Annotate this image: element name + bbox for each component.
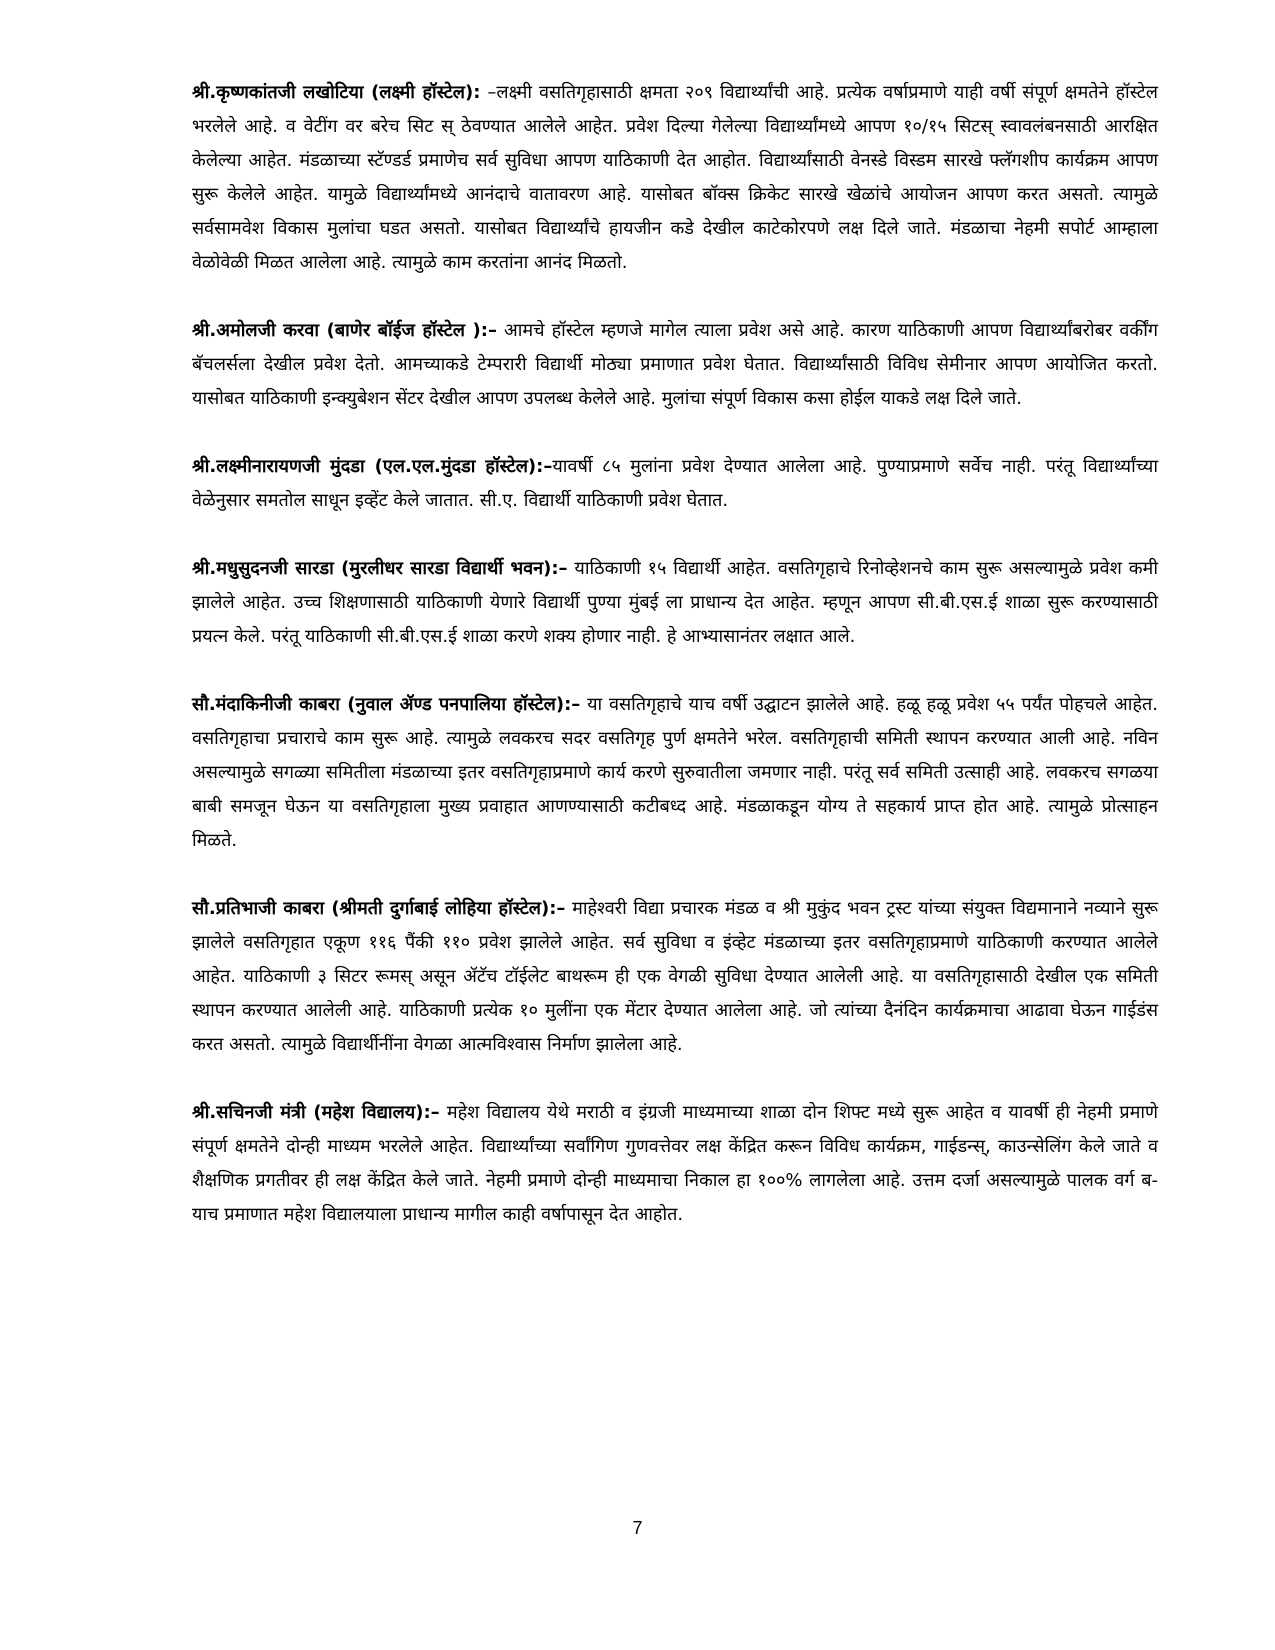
paragraph-text: माहेश्वरी विद्या प्रचारक मंडळ व श्री मुकुंद भवन ट्रस्ट यांच्या संयुक्त विद्यमानाने नव्याने सुरू झालेले वसतिगृहात एकूण ११६ पैंकी ११० प्रवेश झालेले आहेत. सर्व सुविधा व इंव्हेट मंडळाच्या इतर वसतिगृहाप्रमाणे याठिकाणी करण्यात आलेले आहेत. याठिकाणी ३ सिटर रूमस् असून ॲटॅच टॉईलेट बाथरूम ही एक वेगळी सुविधा देण्यात आलेली आहे. या वसतिगृहासाठी देखील एक समिती स्थापन करण्यात आलेली आहे. याठिकाणी प्रत्येक १० मुलींना एक मेंटार देण्यात आलेला आहे. जो त्यांच्या दैनंदिन कार्यक्रमाचा आढावा घेऊन गाईडंस करत असतो. त्यामुळे विद्यार्थीनींना वेगळा आत्मविश्वास निर्माण झालेला आहे. — [192, 898, 1158, 1055]
speaker-name: सौ.प्रतिभाजी काबरा (श्रीमती दुर्गाबाई लोहिया हॉस्टेल):– — [192, 898, 566, 919]
paragraph-mantri — [192, 1096, 1158, 1232]
speaker-name: श्री.कृष्णकांतजी लखोटिया (लक्ष्मी हॉस्टेल): — [192, 82, 481, 103]
paragraph-karwa — [192, 314, 1158, 416]
speaker-name: श्री.मधुसुदनजी सारडा (मुरलीधर सारडा विद्यार्थी भवन):– — [192, 558, 568, 579]
paragraph-text: आमचे हॉस्टेल म्हणजे मागेल त्याला प्रवेश असे आहे. कारण याठिकाणी आपण विद्यार्थ्यांबरोबर वर्कींग बॅचलर्सला देखील प्रवेश देतो. आमच्याकडे टेम्परारी विद्यार्थी मोठ्या प्रमाणात प्रवेश घेतात. विद्यार्थ्यांसाठी विविध सेमीनार आपण आयोजित करतो. यासोबत याठिकाणी इन्क्युबेशन सेंटर देखील आपण उपलब्ध केलेले आहे. मुलांचा संपूर्ण विकास कसा होईल याकडे लक्ष दिले जाते. — [192, 320, 1158, 409]
page-number: 7 — [632, 1518, 643, 1538]
paragraph-sarda — [192, 552, 1158, 654]
paragraph-text: –लक्ष्मी वसतिगृहासाठी क्षमता २०९ विद्यार्थ्यांची आहे. प्रत्येक वर्षाप्रमाणे याही वर्षी संपूर्ण क्षमतेने हॉस्टेल भरलेले आहे. व वेटींग वर बरेच सिट स् ठेवण्यात आलेले आहेत. प्रवेश दिल्या गेलेल्या विद्यार्थ्यांमध्ये आपण १०/१५ सिटस् स्वावलंबनसाठी आरक्षित केलेल्या आहेत. मंडळाच्या स्टॅण्डर्ड प्रमाणेच सर्व सुविधा आपण याठिकाणी देत आहोत. विद्यार्थ्यांसाठी वेनस्डे विस्डम सारखे फ्लॅगशीप कार्यक्रम आपण सुरू केलेले आहेत. यामुळे विद्यार्थ्यांमध्ये आनंदाचे वातावरण आहे. यासोबत बॉक्स क्रिकेट सारखे खेळांचे आयोजन आपण करत असतो. त्यामुळे सर्वसामवेश विकास मुलांचा घडत असतो. यासोबत विद्यार्थ्यांचे हायजीन कडे देखील काटेकोरपणे लक्ष दिले जाते. मंडळाचा नेहमी सपोर्ट आम्हाला वेळोवेळी मिळत आलेला आहे. त्यामुळे काम करतांना आनंद मिळतो. — [192, 82, 1158, 273]
speaker-name: सौ.मंदाकिनीजी काबरा (नुवाल ॲण्ड पनपालिया हॉस्टेल):– — [192, 694, 581, 715]
paragraph-lakhotiya — [192, 76, 1158, 280]
paragraph-pratibha-kabra — [192, 892, 1158, 1062]
speaker-name: श्री.सचिनजी मंत्री (महेश विद्यालय):– — [192, 1102, 440, 1123]
paragraph-text: यावर्षी ८५ मुलांना प्रवेश देण्यात आलेला आहे. पुण्याप्रमाणे सर्वेच नाही. परंतू विद्यार्थ्यांच्या वेळेनुसार समतोल साधून इव्हेंट केले जातात. सी.ए. विद्यार्थी याठिकाणी प्रवेश घेतात. — [192, 456, 1158, 511]
speaker-name: श्री.लक्ष्मीनारायणजी मुंदडा (एल.एल.मुंदडा हॉस्टेल):– — [192, 456, 553, 477]
paragraph-text: महेश विद्यालय येथे मराठी व इंग्रजी माध्यमाच्या शाळा दोन शिफ्ट मध्ये सुरू आहेत व यावर्षी ही नेहमी प्रमाणे संपूर्ण क्षमतेने दोन्ही माध्यम भरलेले आहेत. विद्यार्थ्यांच्या सर्वांगिण गुणवत्तेवर लक्ष केंद्रित करून विविध कार्यक्रम, गाईडन्स्, काउन्सेलिंग केले जाते व शैक्षणिक प्रगतीवर ही लक्ष केंद्रित केले जाते. नेहमी प्रमाणे दोन्ही माध्यमाचा निकाल हा १००% लागलेला आहे. उत्तम दर्जा असल्यामुळे पालक वर्ग ब-याच प्रमाणात महेश विद्यालयाला प्राधान्य मागील काही वर्षापासून देत आहोत. — [192, 1102, 1159, 1225]
paragraph-mundada — [192, 450, 1158, 518]
paragraph-text: या वसतिगृहाचे याच वर्षी उद्घाटन झालेले आहे. हळू हळू प्रवेश ५५ पर्यंत पोहचले आहेत. वसतिगृहाचा प्रचाराचे काम सुरू आहे. त्यामुळे लवकरच सदर वसतिगृह पुर्ण क्षमतेने भरेल. वसतिगृहाची समिती स्थापन करण्यात आली आहे. नविन असल्यामुळे सगळ्या समितीला मंडळाच्या इतर वसतिगृहाप्रमाणे कार्य करणे सुरुवातीला जमणार नाही. परंतू सर्व समिती उत्साही आहे. लवकरच सगळया बाबी समजून घेऊन या वसतिगृहाला मुख्य प्रवाहात आणण्यासाठी कटीबध्द आहे. मंडळाकडून योग्य ते सहकार्य प्राप्त होत आहे. त्यामुळे प्रोत्साहन मिळते. — [192, 694, 1158, 851]
document-body — [192, 76, 1158, 1266]
speaker-name: श्री.अमोलजी करवा (बाणेर बॉईज हॉस्टेल ):– — [192, 320, 497, 341]
paragraph-mandakini-kabra — [192, 688, 1158, 858]
paragraph-text: याठिकाणी १५ विद्यार्थी आहेत. वसतिगृहाचे रिनोव्हेशनचे काम सुरू असल्यामुळे प्रवेश कमी झालेले आहेत. उच्च शिक्षणासाठी याठिकाणी येणारे विद्यार्थी पुण्या मुंबई ला प्राधान्य देत आहेत. म्हणून आपण सी.बी.एस.ई शाळा सुरू करण्यासाठी प्रयत्न केले. परंतू याठिकाणी सी.बी.एस.ई शाळा करणे शक्य होणार नाही. हे आभ्यासानंतर लक्षात आले. — [192, 558, 1158, 647]
